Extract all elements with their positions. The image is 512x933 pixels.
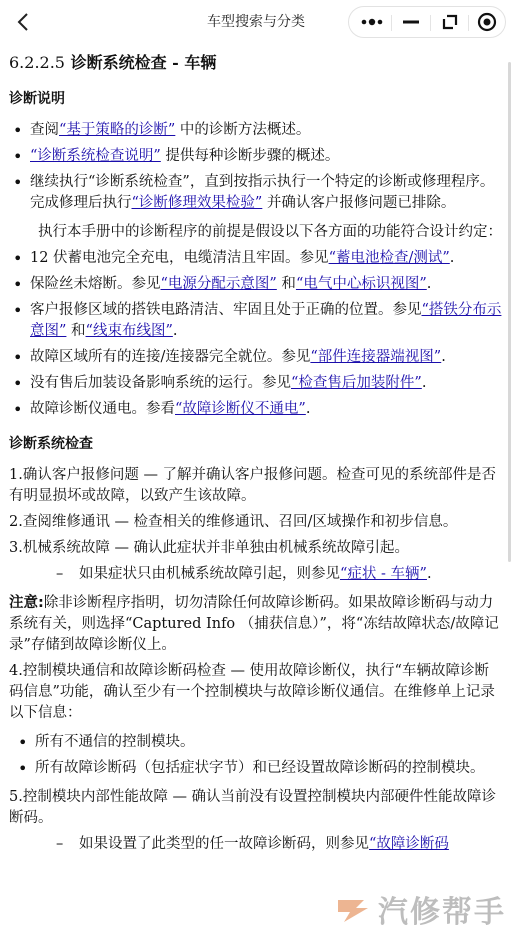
premise-list (9, 248, 503, 420)
link-strategy-based-diagnosis[interactable]: “基于策略的诊断” (59, 122, 176, 138)
link-ground-distribution[interactable]: “搭铁分布示意图” (30, 302, 502, 339)
notes-list (9, 120, 503, 214)
multiwindow-icon[interactable] (431, 7, 469, 37)
list-item (9, 248, 503, 269)
item-text: 保险丝未熔断。参见 (30, 276, 161, 292)
note-text: 除非诊断程序指明，切勿清除任何故障诊断码。如果故障诊断码与动力系统有关，则选择“Captured Info （捕获信息）”，将“冻结故障状态/故障记录”存储到故障诊断仪上。 (9, 595, 499, 653)
section-heading-diagnostic-notes: 诊断说明 (9, 91, 65, 107)
substep-text: . (426, 566, 432, 582)
watermark-text: 汽修帮手 (378, 895, 506, 930)
note-paragraph (9, 593, 503, 656)
step-4-list (9, 732, 503, 779)
nav-title: 车型搜索与分类 (207, 14, 305, 30)
item-text: 没有售后加装设备影响系统的运行。参见 (30, 375, 291, 391)
step-5-substep (9, 834, 503, 855)
list-item (9, 146, 503, 167)
link-power-distribution[interactable]: “电源分配示意图” (160, 276, 277, 292)
miniprogram-capsule (348, 6, 506, 38)
scrollbar[interactable] (508, 62, 511, 562)
dash-marker: – (56, 566, 64, 582)
item-text: 12 伏蓄电池完全充电，电缆清洁且牢固。参见 (30, 250, 329, 266)
link-aftermarket-check[interactable]: “检查售后加装附件” (291, 375, 422, 391)
watermark-logo-icon (334, 894, 372, 924)
more-dots-icon[interactable] (353, 7, 391, 37)
list-item (9, 172, 503, 214)
step-3: 3.机械系统故障 — 确认此症状并非单独由机械系统故障引起。 (9, 540, 410, 556)
step-1: 1.确认客户报修问题 — 了解并确认客户报修问题。检查可见的系统部件是否有明显损坏或故障，以致产生该故障。 (9, 467, 497, 504)
section-heading-system-check: 诊断系统检查 (9, 436, 93, 452)
document-body (0, 44, 512, 863)
nav-bar (0, 0, 512, 44)
close-target-icon[interactable] (468, 7, 506, 37)
note-label: 注意: (9, 595, 44, 611)
step-3-substep (9, 564, 503, 585)
link-symptoms-vehicle[interactable]: “症状 - 车辆” (340, 566, 427, 582)
minimize-icon[interactable] (392, 7, 430, 37)
link-repair-verification[interactable]: “诊断修理效果检验” (131, 195, 263, 211)
section-number: 6.2.2.5 (9, 53, 65, 72)
link-scan-tool-no-power[interactable]: “故障诊断仪不通电” (175, 401, 306, 417)
section-title: 诊断系统检查 - 车辆 (70, 53, 217, 72)
list-item: • 所有不通信的控制模块。 (9, 732, 503, 753)
item-text: . (426, 276, 432, 292)
item-text: 继续执行“诊断系统检查”，直到按指示执行一个特定的诊断或修理程序。完成修理后执行 (30, 174, 495, 211)
link-connector-views[interactable]: “部件连接器端视图” (310, 349, 442, 365)
item-text: . (172, 323, 178, 339)
step-2: 2.查阅维修通讯 — 检查相关的维修通讯、召回/区域操作和初步信息。 (9, 514, 458, 530)
substep-text: 如果设置了此类型的任一故障诊断码，则参见 (79, 836, 369, 852)
item-text: 提供每种诊断步骤的概述。 (160, 148, 340, 164)
list-item: • 所有故障诊断码（包括症状字节）和已经设置故障诊断码的控制模块。 (9, 758, 503, 779)
list-item (9, 373, 503, 394)
item-text: 客户报修区域的搭铁电路清洁、牢固且处于正确的位置。参见 (30, 302, 422, 318)
item-text: 故障诊断仪通电。参看 (30, 401, 175, 417)
page-title (9, 52, 503, 73)
item-text: . (305, 401, 311, 417)
list-item (9, 300, 503, 342)
step-4: 4.控制模块通信和故障诊断码检查 — 使用故障诊断仪，执行“车辆故障诊断码信息”功能，确认至少有一个控制模块与故障诊断仪通信。在维修单上记录以下信息： (9, 663, 495, 721)
item-text: 查阅 (30, 122, 59, 138)
item-text: 和 (66, 323, 86, 339)
list-item (9, 347, 503, 368)
list-item (9, 274, 503, 295)
step-5: 5.控制模块内部性能故障 — 确认当前没有设置控制模块内部硬件性能故障诊断码。 (9, 789, 497, 826)
link-battery-test[interactable]: “蓄电池检查/测试” (328, 250, 450, 266)
watermark (334, 891, 506, 930)
item-text: 故障区域所有的连接/连接器完全就位。参见 (30, 349, 311, 365)
premise-paragraph: 执行本手册中的诊断程序的前提是假设以下各方面的功能符合设计约定： (38, 224, 502, 240)
link-diagnostic-check-description[interactable]: “诊断系统检查说明” (30, 148, 161, 164)
item-text: . (441, 349, 446, 365)
link-harness-routing[interactable]: “线束布线图” (85, 323, 173, 339)
item-text: 和 (276, 276, 296, 292)
dash-marker: – (56, 836, 64, 852)
link-dtc-list[interactable]: “故障诊断码 (369, 836, 449, 852)
item-text: 中的诊断方法概述。 (175, 122, 311, 138)
substep-text: 如果症状只由机械系统故障引起，则参见 (79, 566, 340, 582)
item-text: 并确认客户报修问题已排除。 (262, 195, 456, 211)
item-text: . (449, 250, 455, 266)
item-text: . (421, 375, 427, 391)
list-item (9, 120, 503, 141)
link-electrical-center[interactable]: “电气中心标识视图” (295, 276, 427, 292)
list-item (9, 399, 503, 420)
